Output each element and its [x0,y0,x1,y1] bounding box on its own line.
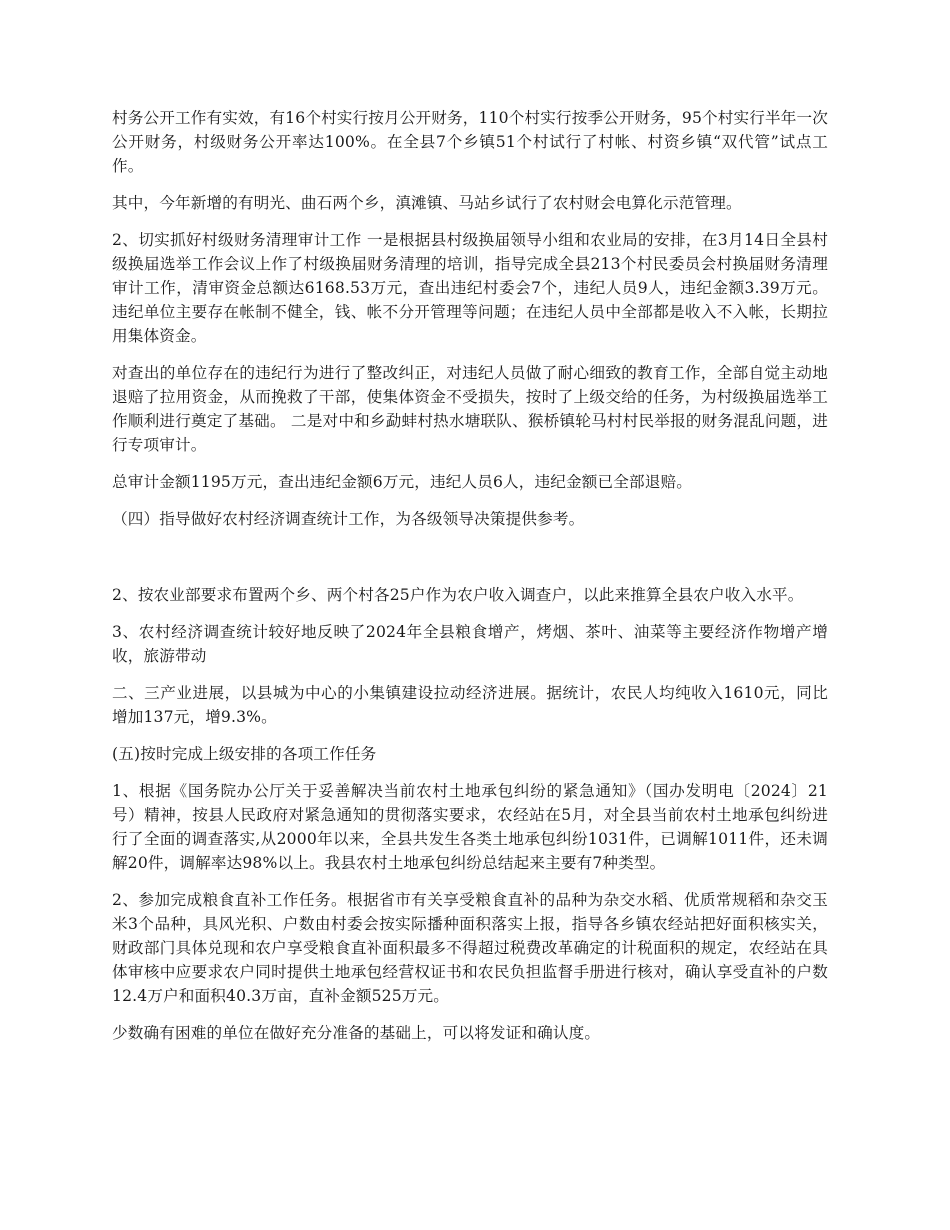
paragraph-total-audit: 总审计金额1195万元，查出违纪金额6万元，违纪人员6人，违纪金额已全部退赔。 [112,473,692,491]
section-heading-tasks: (五)按时完成上级安排的各项工作任务 [112,745,377,763]
paragraph-grain-subsidy: 2、参加完成粮食直补工作任务。根据省市有关享受粮食直补的品种为杂交水稻、优质常规稻和杂交玉米3个品种，具风光积、户数由村委会按实际播种面积落实上报，指导各乡镇农经站把好面积核实关，财政部门具体兑现和农户享受粮食直补面积最多不得超过税费改革确定的计税面积的规定，农经站在具体审核中应要求农户同时提供土地承包经营权证书和农民负担监督手册进行核对，确认享受直补的户数12.4万户和面积40.3万亩，直补金额525万元。 [112,891,828,1005]
paragraph-rectification: 对查出的单位存在的违纪行为进行了整改纠正，对违纪人员做了耐心细致的教育工作，全部自觉主动地退赔了拉用资金，从而挽救了干部，使集体资金不受损失，按时了上级交给的任务，为村级换届选举工作顺利进行奠定了基础。 二是对中和乡勐蚌村热水塘联队、猴桥镇轮马村村民举报的财务混乱问题，进行专项审计。 [112,364,828,454]
paragraph-closing: 少数确有困难的单位在做好充分准备的基础上，可以将发证和确认度。 [112,1024,601,1042]
paragraph-statistics: 3、农村经济调查统计较好地反映了2024年全县粮食增产，烤烟、茶叶、油菜等主要经济作物增产增收，旅游带动 [112,623,828,665]
paragraph-audit-work: 2、切实抓好村级财务清理审计工作 一是根据县村级换届领导小组和农业局的安排，在3月14日全县村级换届选举工作会议上作了村级换届财务清理的培训，指导完成全县213个村民委员会村换届财务清理审计工作，清审资金总额达6168.53万元，查出违纪村委会7个，违纪人员9人，违纪金额3.39万元。违纪单位主要存在帐制不健全，钱、帐不分开管理等问题；在违纪人员中全部都是收入不入帐，长期拉用集体资金。 [112,231,828,345]
paragraph-industry-growth: 二、三产业进展，以县城为中心的小集镇建设拉动经济进展。据统计，农民人均纯收入1610元，同比增加137元，增9.3%。 [112,684,828,726]
paragraph-village-affairs: 村务公开工作有实效，有16个村实行按月公开财务，110个村实行按季公开财务，95个村实行半年一次公开财务，村级财务公开率达100%。在全县7个乡镇51个村试行了村帐、村资乡镇“双代管”试点工作。 [112,109,828,175]
paragraph-income-survey: 2、按农业部要求布置两个乡、两个村各25户作为农户收入调查户，以此来推算全县农户收入水平。 [112,586,804,604]
paragraph-new-townships: 其中，今年新增的有明光、曲石两个乡，滇滩镇、马站乡试行了农村财会电算化示范管理。 [112,194,742,212]
paragraph-land-disputes: 1、根据《国务院办公厅关于妥善解决当前农村土地承包纠纷的紧急通知》（国办发明电〔2024〕21号）精神，按县人民政府对紧急通知的贯彻落实要求，农经站在5月，对全县当前农村土地承包纠纷进行了全面的调查落实,从2000年以来，全县共发生各类土地承包纠纷1031件，已调解1011件，还未调解20件，调解率达98%以上。我县农村土地承包纠纷总结起来主要有7种类型。 [112,782,828,872]
section-heading-survey: （四）指导做好农村经济调查统计工作，为各级领导决策提供参考。 [112,510,585,528]
document-body [112,106,828,1058]
blank-gap [112,544,828,583]
